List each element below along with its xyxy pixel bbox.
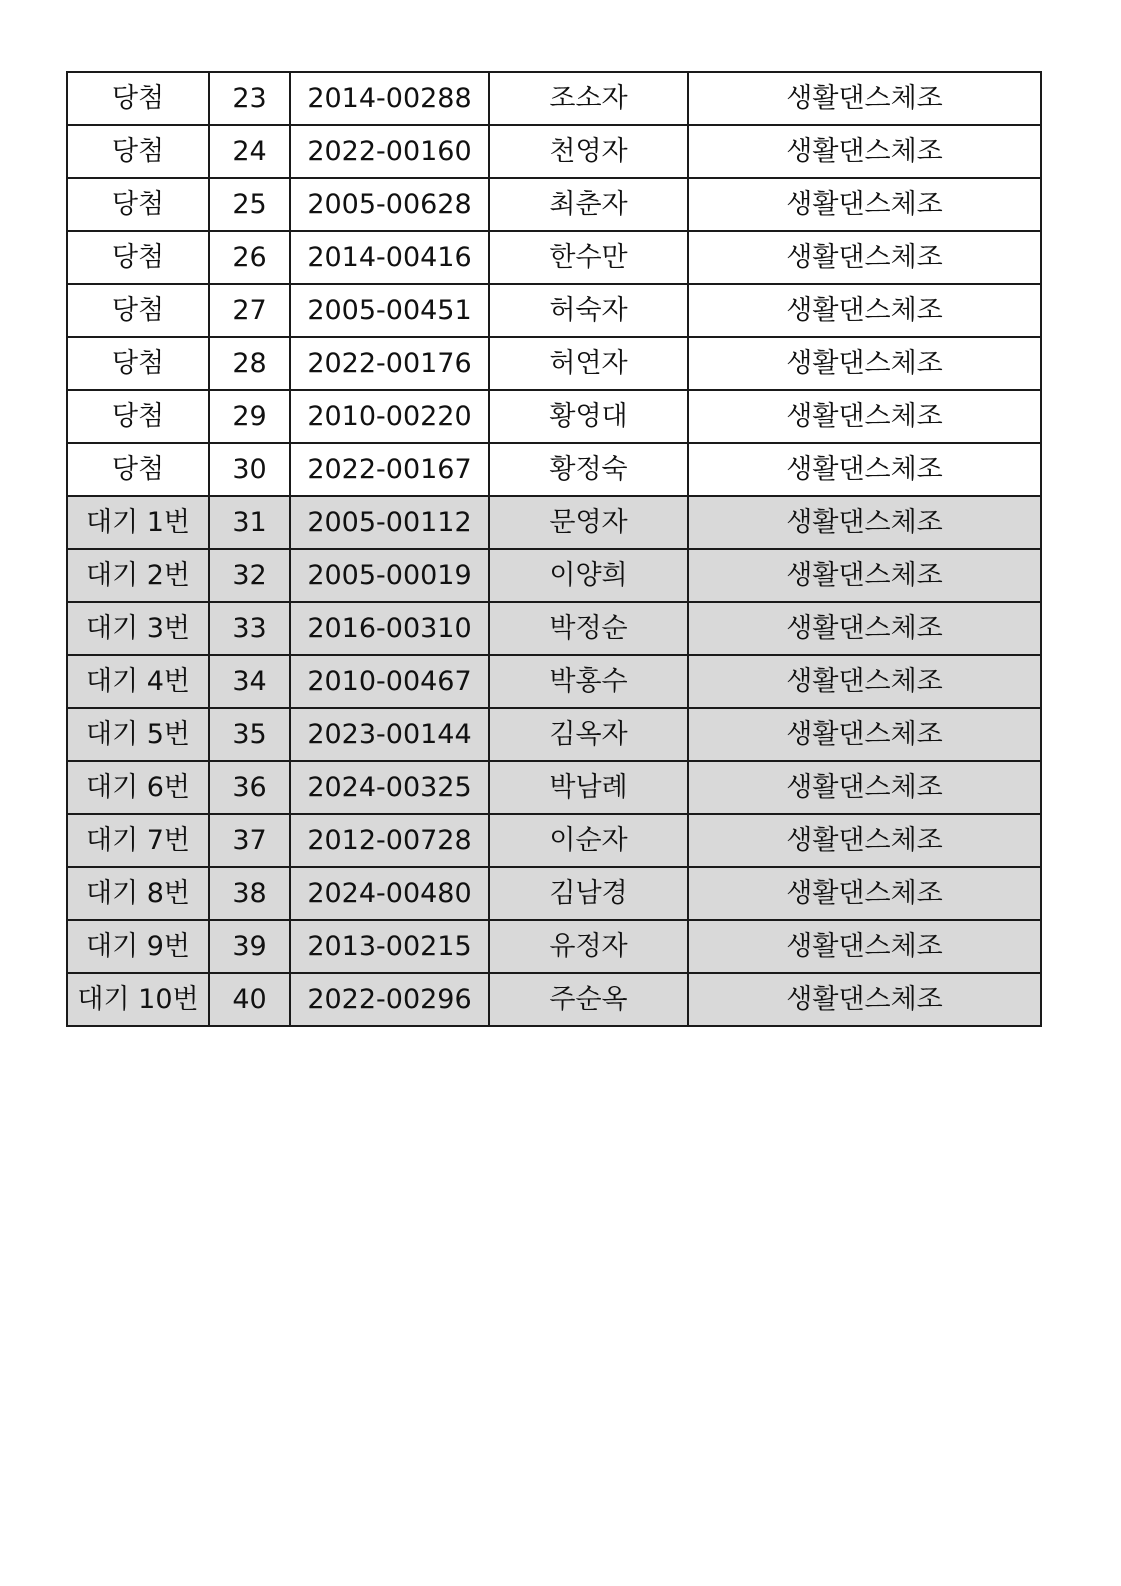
status-cell: 당첨 bbox=[67, 443, 209, 496]
name-cell: 김옥자 bbox=[489, 708, 688, 761]
status-cell: 대기 10번 bbox=[67, 973, 209, 1026]
status-cell: 대기 1번 bbox=[67, 496, 209, 549]
program-cell: 생활댄스체조 bbox=[688, 761, 1041, 814]
member-id-cell: 2014-00288 bbox=[290, 72, 489, 125]
name-cell: 황정숙 bbox=[489, 443, 688, 496]
name-cell: 유정자 bbox=[489, 920, 688, 973]
status-cell: 대기 6번 bbox=[67, 761, 209, 814]
waitlist-row bbox=[67, 549, 1041, 602]
name-cell: 허연자 bbox=[489, 337, 688, 390]
selected-row bbox=[67, 390, 1041, 443]
selected-row bbox=[67, 125, 1041, 178]
member-id-cell: 2016-00310 bbox=[290, 602, 489, 655]
member-id-cell: 2013-00215 bbox=[290, 920, 489, 973]
program-cell: 생활댄스체조 bbox=[688, 708, 1041, 761]
name-cell: 주순옥 bbox=[489, 973, 688, 1026]
member-id-cell: 2014-00416 bbox=[290, 231, 489, 284]
program-cell: 생활댄스체조 bbox=[688, 867, 1041, 920]
selected-row bbox=[67, 72, 1041, 125]
name-cell: 이양희 bbox=[489, 549, 688, 602]
program-cell: 생활댄스체조 bbox=[688, 390, 1041, 443]
number-cell: 31 bbox=[209, 496, 290, 549]
program-cell: 생활댄스체조 bbox=[688, 72, 1041, 125]
member-id-cell: 2022-00167 bbox=[290, 443, 489, 496]
number-cell: 26 bbox=[209, 231, 290, 284]
program-cell: 생활댄스체조 bbox=[688, 443, 1041, 496]
member-id-cell: 2010-00220 bbox=[290, 390, 489, 443]
program-cell: 생활댄스체조 bbox=[688, 125, 1041, 178]
status-cell: 대기 2번 bbox=[67, 549, 209, 602]
number-cell: 23 bbox=[209, 72, 290, 125]
status-cell: 당첨 bbox=[67, 337, 209, 390]
number-cell: 37 bbox=[209, 814, 290, 867]
program-cell: 생활댄스체조 bbox=[688, 178, 1041, 231]
selected-row bbox=[67, 178, 1041, 231]
waitlist-row bbox=[67, 761, 1041, 814]
member-id-cell: 2005-00112 bbox=[290, 496, 489, 549]
status-cell: 당첨 bbox=[67, 125, 209, 178]
member-id-cell: 2005-00019 bbox=[290, 549, 489, 602]
number-cell: 32 bbox=[209, 549, 290, 602]
number-cell: 39 bbox=[209, 920, 290, 973]
selected-row bbox=[67, 284, 1041, 337]
selected-row bbox=[67, 443, 1041, 496]
name-cell: 박남례 bbox=[489, 761, 688, 814]
waitlist-row bbox=[67, 496, 1041, 549]
number-cell: 29 bbox=[209, 390, 290, 443]
member-id-cell: 2012-00728 bbox=[290, 814, 489, 867]
selected-row bbox=[67, 231, 1041, 284]
status-cell: 당첨 bbox=[67, 178, 209, 231]
waitlist-row bbox=[67, 655, 1041, 708]
name-cell: 김남경 bbox=[489, 867, 688, 920]
member-id-cell: 2005-00451 bbox=[290, 284, 489, 337]
status-cell: 당첨 bbox=[67, 284, 209, 337]
name-cell: 이순자 bbox=[489, 814, 688, 867]
waitlist-row bbox=[67, 973, 1041, 1026]
waitlist-row bbox=[67, 708, 1041, 761]
program-cell: 생활댄스체조 bbox=[688, 655, 1041, 708]
waitlist-row bbox=[67, 867, 1041, 920]
number-cell: 38 bbox=[209, 867, 290, 920]
member-id-cell: 2022-00176 bbox=[290, 337, 489, 390]
number-cell: 25 bbox=[209, 178, 290, 231]
program-cell: 생활댄스체조 bbox=[688, 602, 1041, 655]
member-id-cell: 2005-00628 bbox=[290, 178, 489, 231]
number-cell: 28 bbox=[209, 337, 290, 390]
member-id-cell: 2024-00325 bbox=[290, 761, 489, 814]
status-cell: 대기 9번 bbox=[67, 920, 209, 973]
member-id-cell: 2022-00160 bbox=[290, 125, 489, 178]
number-cell: 36 bbox=[209, 761, 290, 814]
number-cell: 27 bbox=[209, 284, 290, 337]
table-body bbox=[67, 72, 1041, 1026]
status-cell: 대기 5번 bbox=[67, 708, 209, 761]
status-cell: 당첨 bbox=[67, 72, 209, 125]
status-cell: 당첨 bbox=[67, 231, 209, 284]
program-cell: 생활댄스체조 bbox=[688, 814, 1041, 867]
name-cell: 최춘자 bbox=[489, 178, 688, 231]
member-id-cell: 2024-00480 bbox=[290, 867, 489, 920]
member-id-cell: 2023-00144 bbox=[290, 708, 489, 761]
number-cell: 33 bbox=[209, 602, 290, 655]
name-cell: 문영자 bbox=[489, 496, 688, 549]
number-cell: 24 bbox=[209, 125, 290, 178]
lottery-results-table bbox=[66, 71, 1042, 1027]
program-cell: 생활댄스체조 bbox=[688, 337, 1041, 390]
member-id-cell: 2022-00296 bbox=[290, 973, 489, 1026]
name-cell: 천영자 bbox=[489, 125, 688, 178]
name-cell: 허숙자 bbox=[489, 284, 688, 337]
program-cell: 생활댄스체조 bbox=[688, 284, 1041, 337]
status-cell: 당첨 bbox=[67, 390, 209, 443]
selected-row bbox=[67, 337, 1041, 390]
status-cell: 대기 8번 bbox=[67, 867, 209, 920]
program-cell: 생활댄스체조 bbox=[688, 496, 1041, 549]
name-cell: 황영대 bbox=[489, 390, 688, 443]
program-cell: 생활댄스체조 bbox=[688, 231, 1041, 284]
status-cell: 대기 3번 bbox=[67, 602, 209, 655]
member-id-cell: 2010-00467 bbox=[290, 655, 489, 708]
name-cell: 조소자 bbox=[489, 72, 688, 125]
name-cell: 한수만 bbox=[489, 231, 688, 284]
status-cell: 대기 4번 bbox=[67, 655, 209, 708]
name-cell: 박홍수 bbox=[489, 655, 688, 708]
waitlist-row bbox=[67, 920, 1041, 973]
name-cell: 박정순 bbox=[489, 602, 688, 655]
number-cell: 35 bbox=[209, 708, 290, 761]
program-cell: 생활댄스체조 bbox=[688, 973, 1041, 1026]
number-cell: 34 bbox=[209, 655, 290, 708]
waitlist-row bbox=[67, 602, 1041, 655]
waitlist-row bbox=[67, 814, 1041, 867]
number-cell: 30 bbox=[209, 443, 290, 496]
program-cell: 생활댄스체조 bbox=[688, 920, 1041, 973]
status-cell: 대기 7번 bbox=[67, 814, 209, 867]
number-cell: 40 bbox=[209, 973, 290, 1026]
program-cell: 생활댄스체조 bbox=[688, 549, 1041, 602]
